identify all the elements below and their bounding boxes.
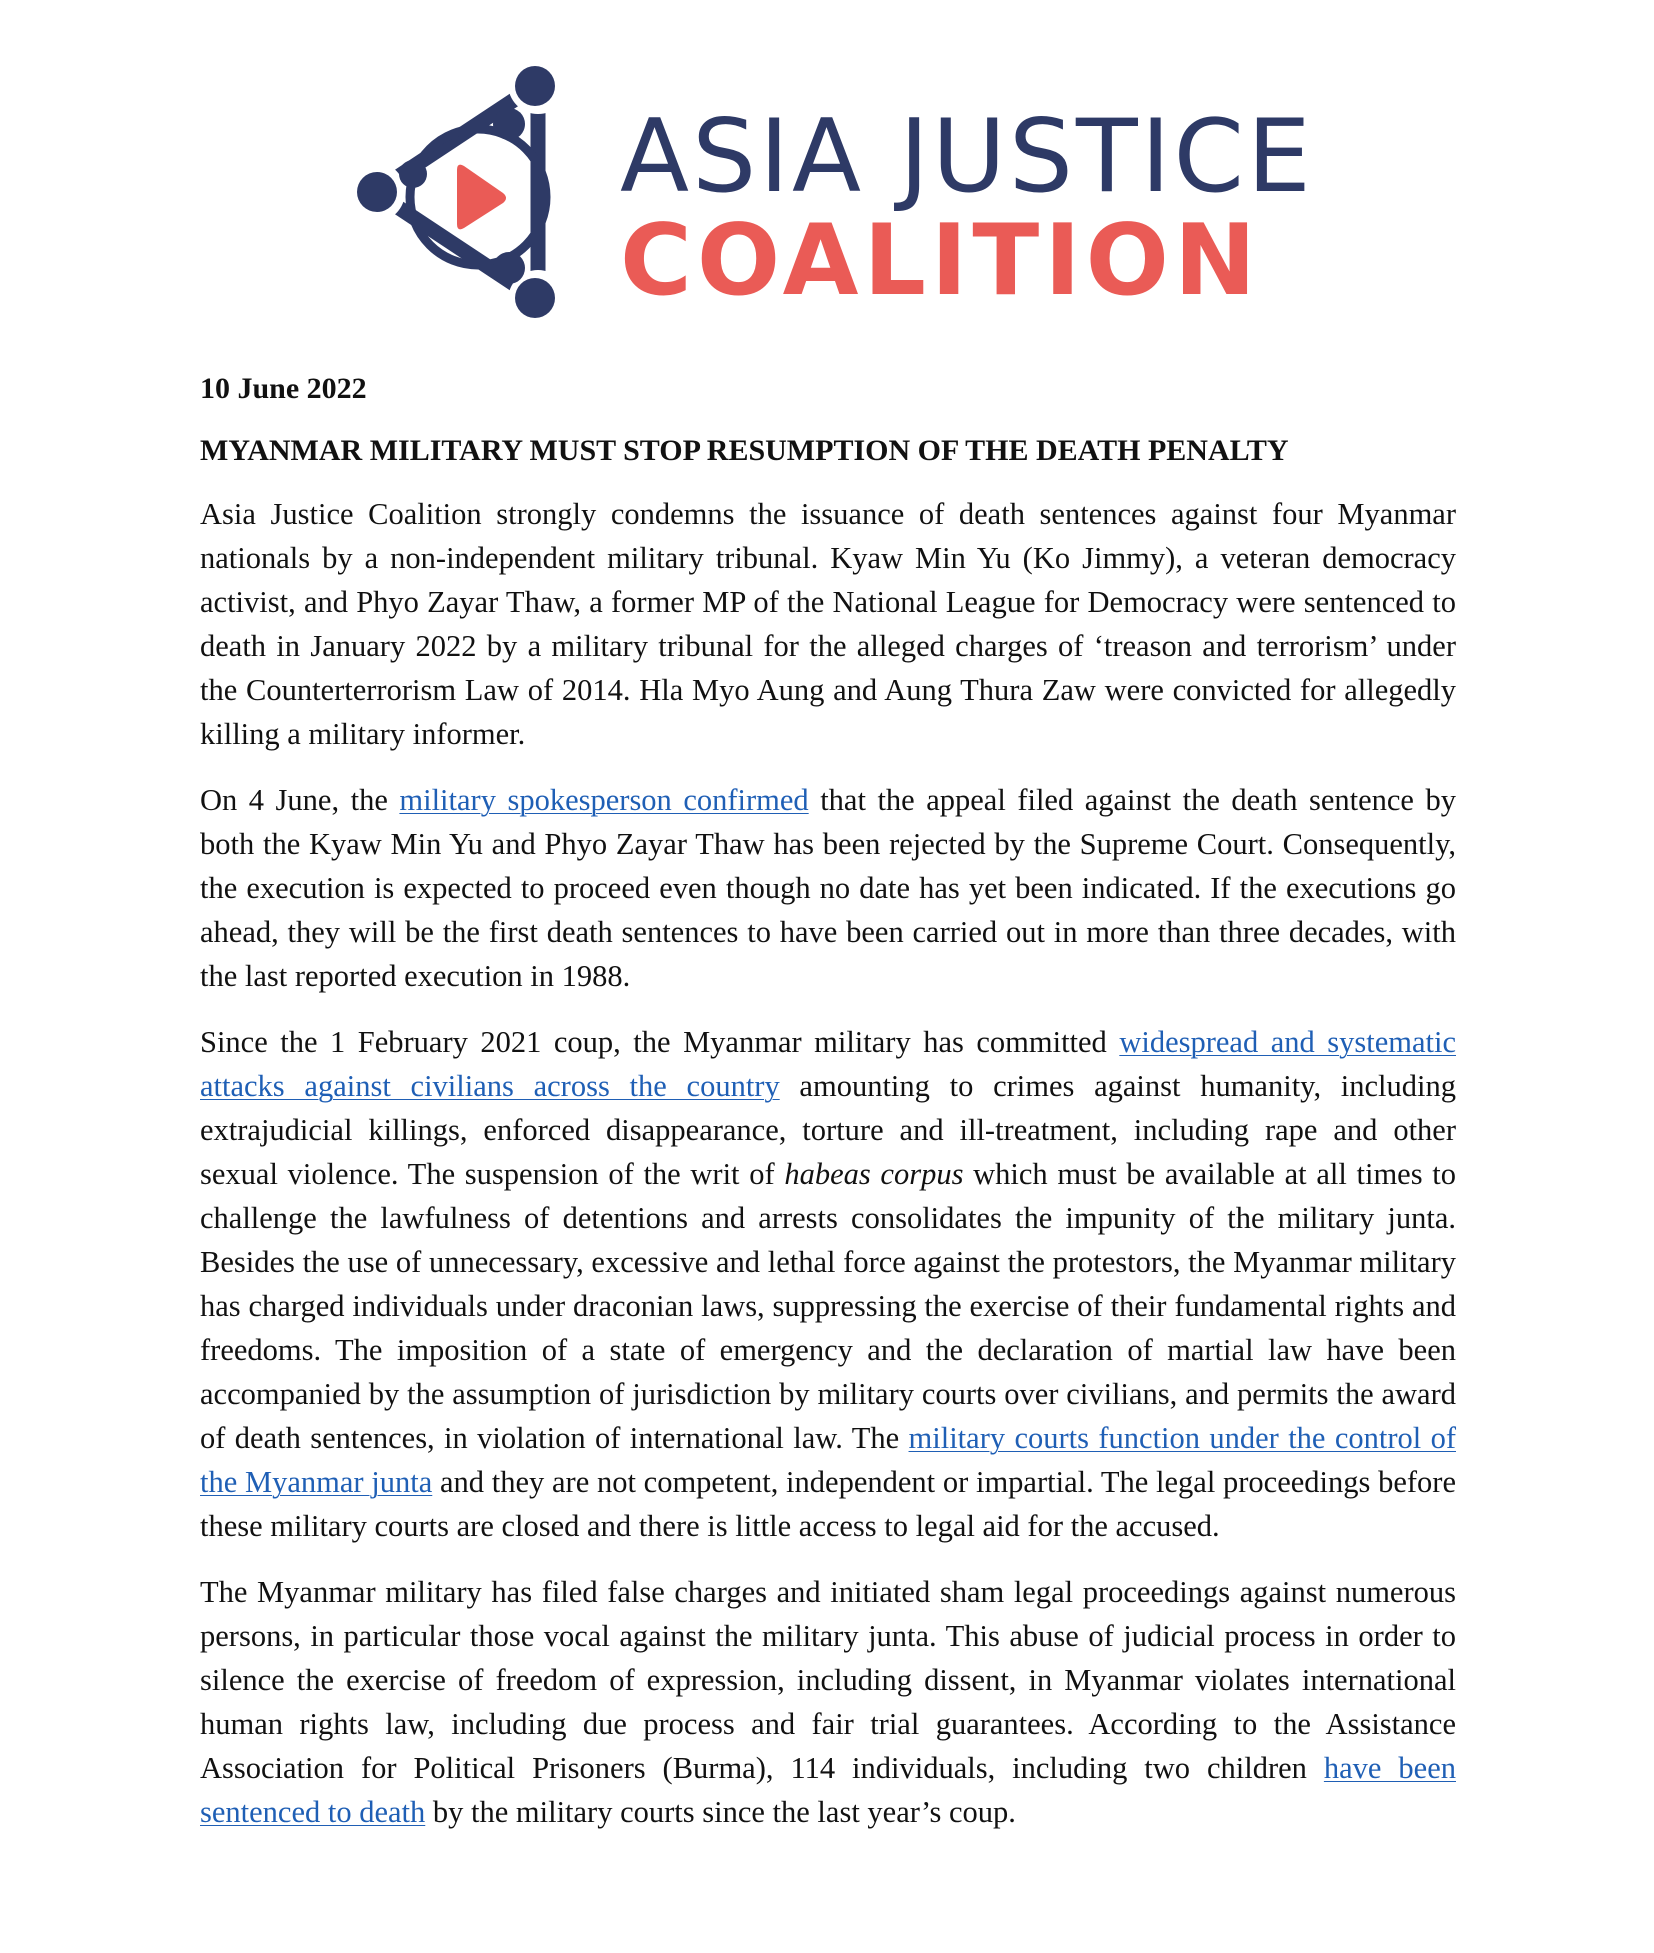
- paragraph-4-text-b: by the military courts since the last year’s coup.: [425, 1795, 1016, 1829]
- paragraph-2: [200, 778, 1456, 998]
- press-release-body: [200, 368, 1456, 1856]
- link-military-courts-control-junta[interactable]: military courts function under the control of the Myanmar junta: [200, 1421, 1456, 1499]
- paragraph-1: Asia Justice Coalition strongly condemns the issuance of death sentences against four Myanmar nationals by a non-independent military tribunal. Kyaw Min Yu (Ko Jimmy), a veteran democracy activist, and Phyo Zayar Thaw, a former MP of the National League for Democracy were sentenced to death in January 2022 by a military tribunal for the alleged charges of ‘treason and terrorism’ under the Counterterrorism Law of 2014. Hla Myo Aung and Aung Thura Zaw were convicted for allegedly killing a military informer.: [200, 497, 1456, 751]
- paragraph-2-text-b: that the appeal filed against the death sentence by both the Kyaw Min Yu and Phyo Zayar Thaw has been rejected by the Supreme Court. Consequently, the execution is expected to proceed even though no date has yet been indicated. If the executions go ahead, they will be the first death sentences to have been carried out in more than three decades, with the last reported execution in 1988.: [200, 783, 1456, 993]
- link-sentenced-to-death[interactable]: have been sentenced to death: [200, 1751, 1456, 1829]
- logo-text-coalition: COALITION: [620, 204, 1261, 318]
- link-military-spokesperson-confirmed[interactable]: military spokesperson confirmed: [399, 783, 809, 817]
- paragraph-2-text-a: On 4 June, the: [200, 783, 400, 817]
- paragraph-3: [200, 1020, 1456, 1548]
- logo-text-asia-justice: ASIA JUSTICE: [620, 97, 1314, 215]
- page-title: MYANMAR MILITARY MUST STOP RESUMPTION OF THE DEATH PENALTY: [200, 434, 1289, 467]
- paragraph-4: [200, 1570, 1456, 1834]
- paragraph-3-text-a: Since the 1 February 2021 coup, the Myanmar military has committed: [200, 1025, 1120, 1059]
- paragraph-3-italic-habeas-corpus: habeas corpus: [784, 1157, 964, 1191]
- paragraph-3-text-b: amounting to crimes against humanity, including extrajudicial killings, enforced disappearance, torture and ill-treatment, including rape and other sexual violence. The suspension of the writ of: [200, 1069, 1457, 1191]
- link-widespread-systematic-attacks[interactable]: widespread and systematic attacks against civilians across the country: [200, 1025, 1456, 1103]
- release-date: 10 June 2022: [200, 372, 367, 405]
- logo-triangle-play-icon: [355, 62, 615, 322]
- paragraph-3-text-d: and they are not competent, independent or impartial. The legal proceedings before these military courts are closed and there is little access to legal aid for the accused.: [200, 1465, 1456, 1543]
- asia-justice-coalition-logo: [355, 62, 1314, 322]
- paragraph-4-text-a: The Myanmar military has filed false charges and initiated sham legal proceedings against numerous persons, in particular those vocal against the military junta. This abuse of judicial process in order to silence the exercise of freedom of expression, including dissent, in Myanmar violates international human rights law, including due process and fair trial guarantees. According to the Assistance Association for Political Prisoners (Burma), 114 individuals, including two children: [200, 1575, 1456, 1785]
- paragraph-3-text-c: which must be available at all times to challenge the lawfulness of detentions and arrests consolidates the impunity of the military junta. Besides the use of unnecessary, excessive and lethal force against the protestors, the Myanmar military has charged individuals under draconian laws, suppressing the exercise of their fundamental rights and freedoms. The imposition of a state of emergency and the declaration of martial law have been accompanied by the assumption of jurisdiction by military courts over civilians, and permits the award of death sentences, in violation of international law. The: [200, 1157, 1456, 1455]
